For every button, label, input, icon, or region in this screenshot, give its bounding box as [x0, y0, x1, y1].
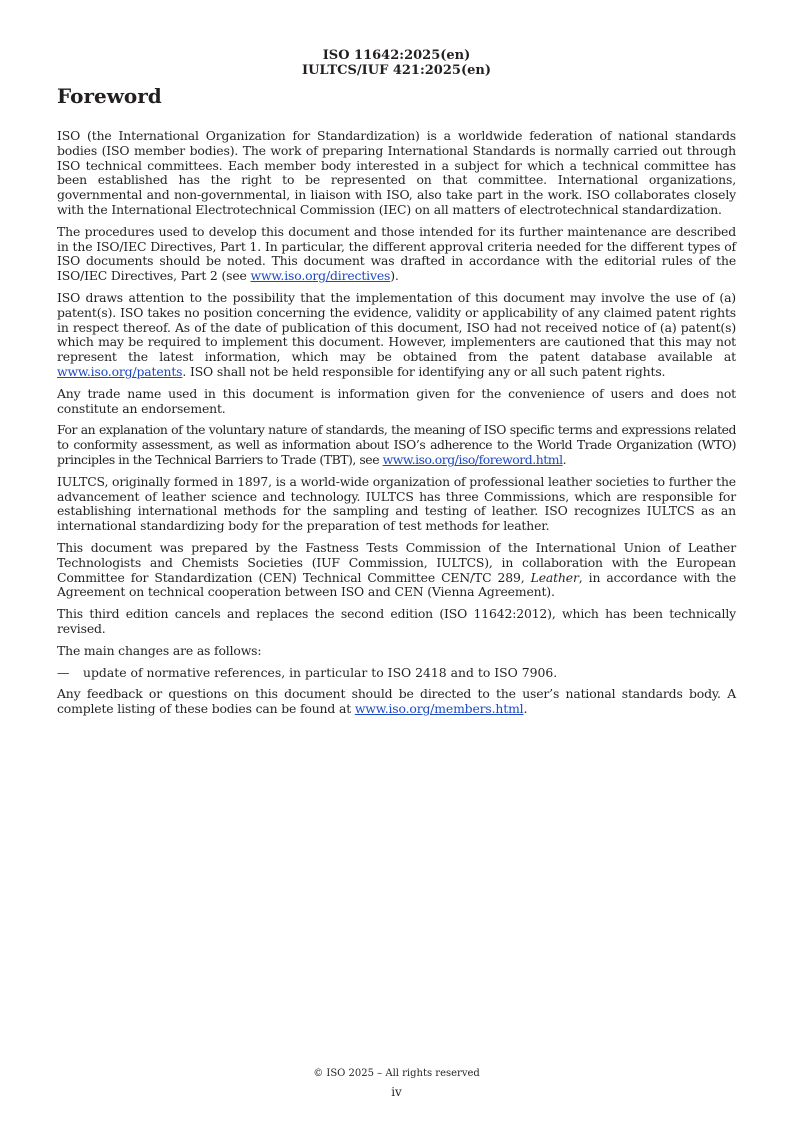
document-header [0, 48, 793, 78]
paragraph-feedback: Any feedback or questions on this document should be directed to the user’s national standards body. A complete listing of these bodies can be found at www.iso.org/members.html. [57, 686, 736, 717]
list-item-text: update of normative references, in particular to ISO 2418 and to ISO 7906. [83, 664, 558, 680]
patents-link[interactable]: www.iso.org/patents [57, 363, 183, 379]
iultcs-number: IULTCS/IUF 421:2025(en) [302, 63, 491, 78]
members-link[interactable]: www.iso.org/members.html [354, 701, 524, 717]
foreword-body [57, 129, 736, 724]
dash-bullet: — [57, 664, 70, 680]
paragraph-trade-name: Any trade name used in this document is information given for the convenience of users and does not constitute an endorsement. [57, 385, 736, 416]
list-item [57, 666, 736, 681]
paragraph-iso-intro: ISO (the International Organization for Standardization) is a worldwide federation of national standards bodies (ISO member bodies). The work of preparing International Standards is normally carried out through ISO technical committees. Each member body interested in a subject for which a technical committee has been established has the right to be represented on that committee. International organizations, governmental and non-governmental, in liaison with ISO, also take part in the work. ISO collaborates closely with the International Electrotechnical Commission (IEC) on all matters of electrotechnical standardization. [57, 128, 736, 217]
paragraph-iultcs: IULTCS, originally formed in 1897, is a world-wide organization of professional leather societies to further the advancement of leather science and technology. IULTCS has three Commissions, which are responsible for establishing international methods for the sampling and testing of leather. ISO recognizes IULTCS as an international standardizing body for the preparation of test methods for leather. [57, 473, 736, 534]
copyright-notice: © ISO 2025 – All rights reserved [313, 1068, 480, 1079]
paragraph-directives: The procedures used to develop this document and those intended for its further maintenance are described in the ISO/IEC Directives, Part 1. In particular, the different approval criteria needed for the different types of ISO documents should be noted. This document was drafted in accordance with the editorial rules of the ISO/IEC Directives, Part 2 (see www.iso.org/directives). [57, 223, 736, 284]
directives-link[interactable]: www.iso.org/directives [250, 268, 391, 284]
standard-number: ISO 11642:2025(en) [322, 48, 471, 63]
foreword-link[interactable]: www.iso.org/iso/foreword.html [382, 451, 563, 467]
paragraph-edition: This third edition cancels and replaces the second edition (ISO 11642:2012), which has been technically revised. [57, 606, 736, 636]
paragraph-voluntary-nature: For an explanation of the voluntary nature of standards, the meaning of ISO specific terms and expressions related to conformity assessment, as well as information about ISO’s adherence to the World Trade Organization (WTO) principles in the Technical Barriers to Trade (TBT), see www.iso.org/iso/foreword.html. [57, 422, 736, 467]
paragraph-prepared-by: This document was prepared by the Fastness Tests Commission of the International Union of Leather Technologists and Chemists Societies (IUF Commission, IULTCS), in collaboration with the European Committee for Standardization (CEN) Technical Committee CEN/TC 289, Leather, in accordance with the Agreement on technical cooperation between ISO and CEN (Vienna Agreement). [57, 539, 737, 600]
page-number: iv [391, 1085, 402, 1099]
paragraph-patents: ISO draws attention to the possibility that the implementation of this document may involve the use of (a) patent(s). ISO takes no position concerning the evidence, validity or applicability of any claimed patent rights in respect thereof. As of the date of publication of this document, ISO had not received notice of (a) patent(s) which may be required to implement this document. However, implementers are cautioned that this may not represent the latest information, which may be obtained from the patent database available at www.iso.org/patents. ISO shall not be held responsible for identifying any or all such patent rights. [57, 289, 736, 379]
page-title: Foreword [57, 84, 162, 108]
paragraph-main-changes: The main changes are as follows: [57, 642, 262, 658]
